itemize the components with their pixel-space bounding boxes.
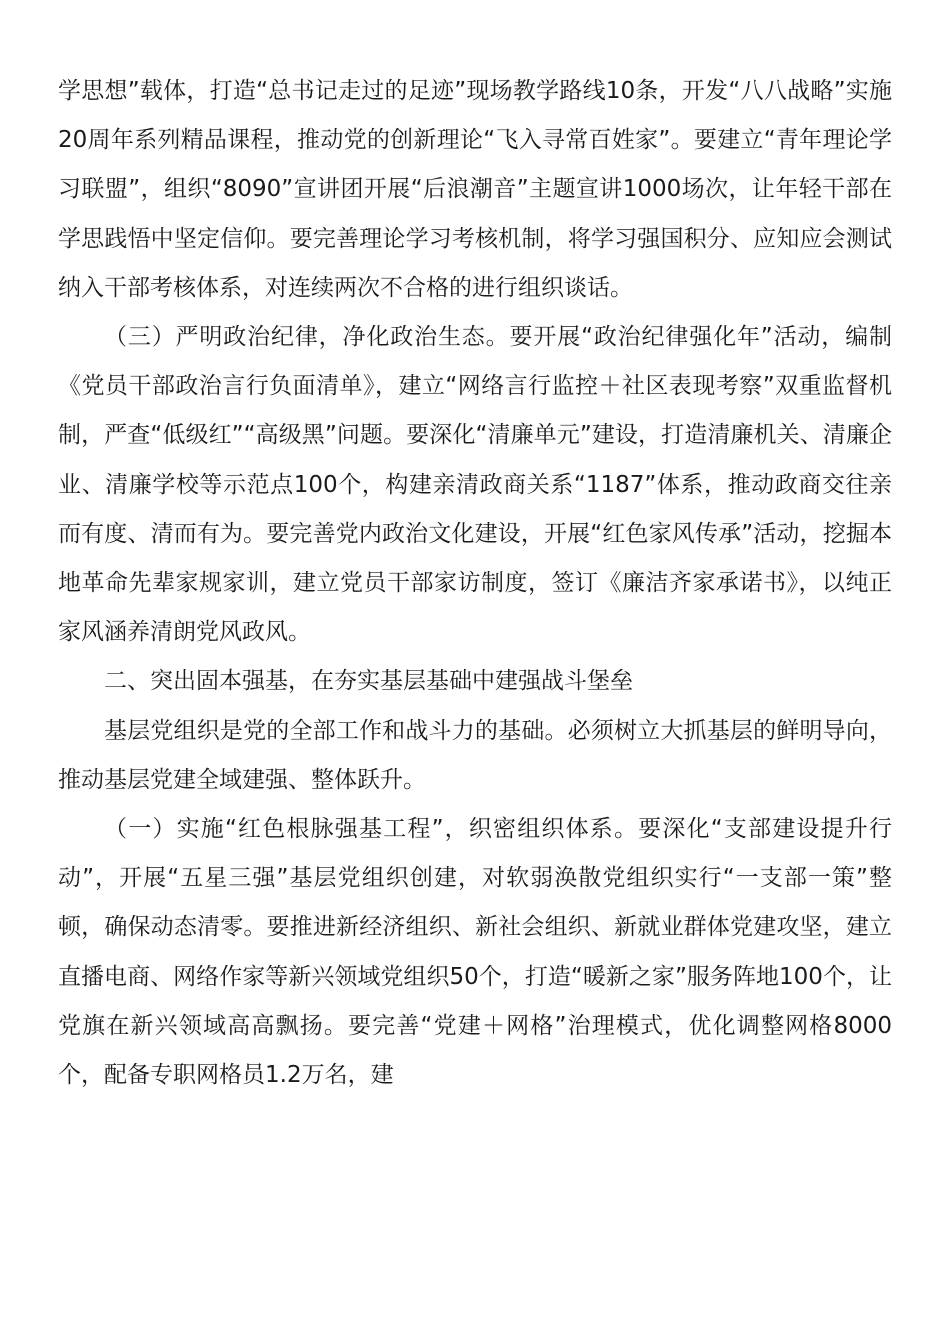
section-heading-grassroots: 二、突出固本强基，在夯实基层基础中建强战斗堡垒 bbox=[104, 668, 633, 695]
paragraph-red-roots-project: （一）实施“红色根脉强基工程”，织密组织体系。要深化“支部建设提升行动”，开展“五星三强”基层党组织创建，对软弱涣散党组织实行“一支部一策”整顿，确保动态清零。要推进新经济组织、新社会组织、新就业群体党建攻坚，建立直播电商、网络作家等新兴领域党组织50个，打造“暖新之家”服务阵地100个，让党旗在新兴领域高高飘扬。要完善“党建＋网格”治理模式，优化调整网格8000个，配备专职网格员1.2万名，建 bbox=[58, 816, 892, 1089]
paragraph-grassroots-intro: 基层党组织是党的全部工作和战斗力的基础。必须树立大抓基层的鲜明导向，推动基层党建全域建强、整体跃升。 bbox=[58, 717, 892, 793]
paragraph-theory-study-continued: 学思想”载体，打造“总书记走过的足迹”现场教学路线10条，开发“八八战略”实施20周年系列精品课程，推动党的创新理论“飞入寻常百姓家”。要建立“青年理论学习联盟”，组织“8090”宣讲团开展“后浪潮音”主题宣讲1000场次，让年轻干部在学思践悟中坚定信仰。要完善理论学习考核机制，将学习强国积分、应知应会测试纳入干部考核体系，对连续两次不合格的进行组织谈话。 bbox=[58, 78, 892, 301]
paragraph-political-discipline: （三）严明政治纪律，净化政治生态。要开展“政治纪律强化年”活动，编制《党员干部政治言行负面清单》，建立“网络言行监控＋社区表现考察”双重监督机制，严查“低级红”“高级黑”问题。要深化“清廉单元”建设，打造清廉机关、清廉企业、清廉学校等示范点100个，构建亲清政商关系“1187”体系，推动政商交往亲而有度、清而有为。要完善党内政治文化建设，开展“红色家风传承”活动，挖掘本地革命先辈家规家训，建立党员干部家访制度，签订《廉洁齐家承诺书》，以纯正家风涵养清朗党风政风。 bbox=[58, 324, 892, 646]
document-body bbox=[58, 67, 892, 1100]
